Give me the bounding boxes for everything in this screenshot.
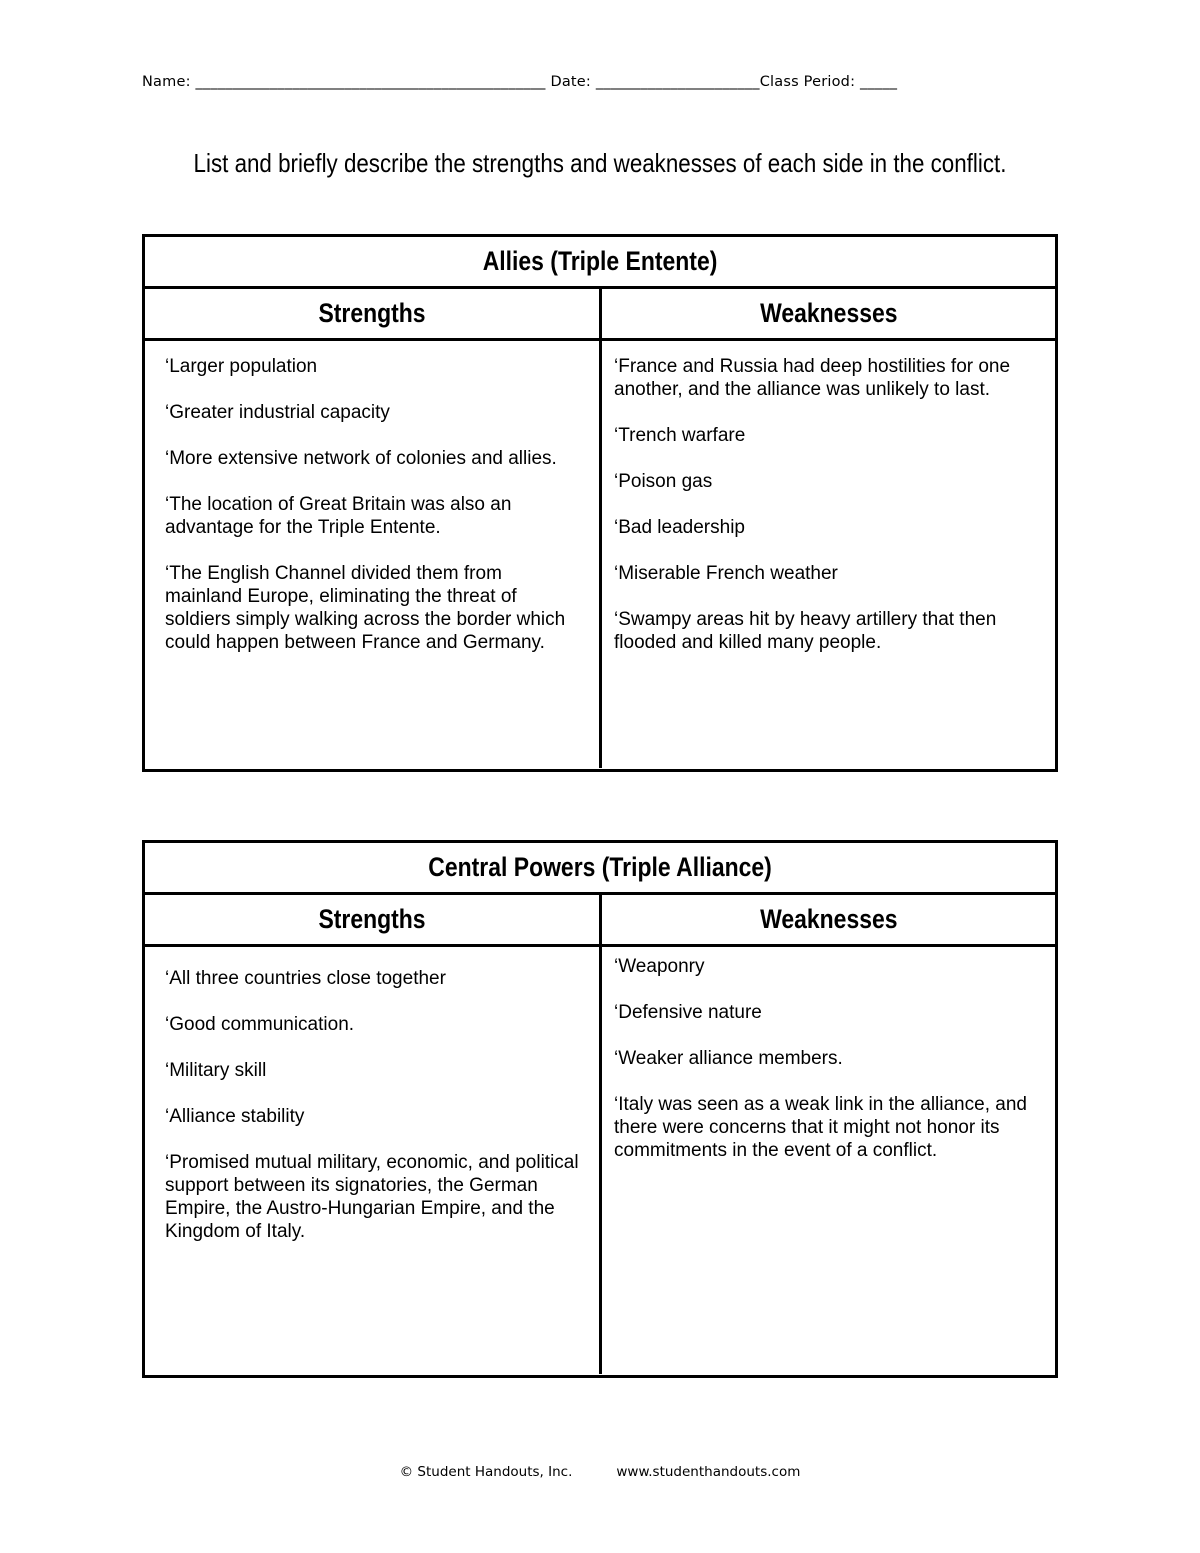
list-item: ‘Larger population (165, 356, 318, 377)
list-item: ‘France and Russia had deep hostilities for one another, and the alliance was unlikely to last. (614, 356, 1011, 400)
list-item: ‘Alliance stability (165, 1106, 305, 1127)
name-label: Name: (142, 74, 191, 90)
header-fields (142, 74, 1062, 90)
list-item: ‘Weaponry (614, 956, 705, 977)
copyright-text: © Student Handouts, Inc. (399, 1464, 573, 1480)
table-title: Allies (Triple Entente) (145, 237, 1055, 289)
column-headers (145, 289, 1055, 341)
allies-table (142, 234, 1058, 772)
name-blank: _______________________________________________ (195, 74, 546, 90)
list-item: ‘The English Channel divided them from mainland Europe, eliminating the threat of soldiers simply walking across the border which could happen between France and Germany. (165, 563, 566, 653)
strengths-list (145, 341, 602, 768)
table-body (145, 341, 1055, 768)
list-item: ‘Bad leadership (614, 517, 745, 538)
list-item: ‘Miserable French weather (614, 563, 838, 584)
date-blank: ______________________ (595, 74, 760, 90)
table-title: Central Powers (Triple Alliance) (145, 843, 1055, 895)
class-period-label: Class Period: (759, 74, 856, 90)
weaknesses-header: Weaknesses (759, 298, 898, 328)
central-powers-table (142, 840, 1058, 1378)
list-item: ‘More extensive network of colonies and allies. (165, 448, 557, 469)
website-link[interactable]: www.studenthandouts.com (616, 1464, 801, 1480)
list-item: ‘Poison gas (614, 471, 713, 492)
date-label: Date: (550, 74, 591, 90)
column-headers (145, 895, 1055, 947)
weaknesses-list (602, 947, 1055, 1374)
weaknesses-list (602, 341, 1055, 768)
footer (0, 1464, 1200, 1480)
list-item: ‘Military skill (165, 1060, 267, 1081)
list-item: ‘Swampy areas hit by heavy artillery that then flooded and killed many people. (614, 609, 997, 653)
strengths-header: Strengths (145, 895, 602, 944)
list-item: ‘The location of Great Britain was also an advantage for the Triple Entente. (165, 494, 512, 538)
list-item: ‘Promised mutual military, economic, and political support between its signatories, the German Empire, the Austro-Hungarian Empire, and the Kingdom of Italy. (165, 1152, 579, 1242)
list-item: ‘Defensive nature (614, 1002, 762, 1023)
instruction-text: List and briefly describe the strengths and weaknesses of each side in the conflict. (193, 148, 1007, 178)
strengths-header: Strengths (145, 289, 602, 338)
class-period-blank: _____ (860, 74, 898, 90)
list-item: ‘Italy was seen as a weak link in the alliance, and there were concerns that it might not honor its commitments in the event of a conflict. (614, 1094, 1027, 1161)
list-item: ‘Greater industrial capacity (165, 402, 390, 423)
strengths-list (145, 947, 602, 1374)
table-body (145, 947, 1055, 1374)
list-item: ‘Weaker alliance members. (614, 1048, 843, 1069)
weaknesses-header: Weaknesses (759, 904, 898, 934)
list-item: ‘All three countries close together (165, 968, 446, 989)
list-item: ‘Good communication. (165, 1014, 355, 1035)
list-item: ‘Trench warfare (614, 425, 746, 446)
